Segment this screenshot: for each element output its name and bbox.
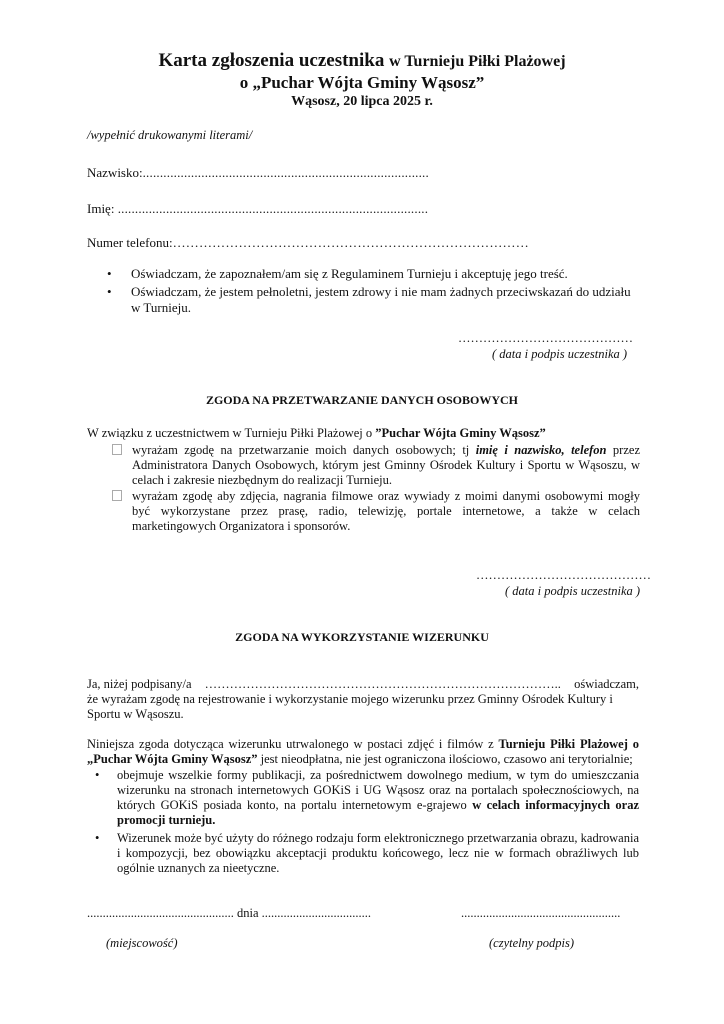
signature1-dots: …………………………………… (458, 331, 633, 345)
declaration-item: • Oświadczam, że jestem pełnoletni, jestem zdrowy i nie mam żadnych przeciwskazań do udziału w Turnieju. (107, 284, 631, 315)
bullet-icon: • (107, 266, 112, 281)
instruction-text: /wypełnić drukowanymi literami/ (87, 128, 253, 142)
event-date: Wąsosz, 20 lipca 2025 r. (291, 94, 433, 109)
surname-label: Nazwisko: (87, 165, 143, 180)
firstname-field[interactable] (87, 201, 428, 217)
signature2-label: ( data i podpis uczestnika ) (505, 584, 641, 598)
place-date-line (87, 906, 371, 921)
page-subtitle: o „Puchar Wójta Gminy Wąsosz” (239, 73, 485, 92)
image-consent-list (95, 768, 640, 878)
declarations-list (107, 266, 641, 318)
list-item: • obejmuje wszelkie formy publikacji, za pośrednictwem dowolnego medium, w tym do umieszczania wizerunku na stronach internetowych GOKiS i UG Wąsosz oraz na portalach społecznościowych, na których GOKiS posiada konto, na portalu internetowym e-grajewo w celach informacyjnych oraz promocji turnieju. (95, 768, 640, 827)
page-title: Karta zgłoszenia uczestnika w Turnieju Piłki Plażowej (158, 50, 566, 71)
firstname-dots: .......................................................................................... (117, 201, 429, 216)
phone-label: Numer telefonu: (87, 235, 173, 250)
checkbox-icon[interactable] (112, 490, 122, 501)
surname-field[interactable] (87, 165, 429, 181)
data-consent-heading: ZGODA NA PRZETWARZANIE DANYCH OSOBOWYCH (205, 393, 519, 407)
phone-dots: ……………………………………………………………………… (172, 235, 529, 250)
image-consent-statement: Ja, niżej podpisany/a ………………………………………………………………………….. oświadczam, że wyrażam zgodę na rejestrowanie i wykorzystanie mojego wizerunku przez Gminny Ośrodek Kultury i Sportu w Wąsoszu. (87, 677, 639, 721)
place-dots: ............................................... (87, 906, 234, 920)
declaration-item: • Oświadczam, że zapoznałem/am się z Regulaminem Turnieju i akceptuję jego treść. (107, 266, 568, 281)
signature1-label: ( data i podpis uczestnika ) (492, 347, 628, 361)
phone-field[interactable] (87, 235, 529, 251)
image-consent-heading: ZGODA NA WYKORZYSTANIE WIZERUNKU (235, 630, 489, 644)
bullet-icon: • (95, 831, 100, 845)
image-consent-paragraph: Niniejsza zgoda dotycząca wizerunku utrwalonego w postaci zdjęć i filmów z Turnieju Piłki Plażowej o „Puchar Wójta Gminy Wąsosz” jest nieodpłatna, nie jest ograniczona ilościowo, czasowo ani terytorialnie; (87, 737, 639, 766)
sign-dots: ................................................... (461, 906, 621, 920)
data-consent-intro: W związku z uczestnictwem w Turnieju Piłki Plażowej o ”Puchar Wójta Gminy Wąsosz” (87, 426, 546, 440)
firstname-label: Imię: (87, 201, 118, 216)
data-consent-option-1[interactable]: wyrażam zgodę na przetwarzanie moich danych osobowych; tj imię i nazwisko, telefon przez Administratora Danych Osobowych, którym jest Gminny Ośrodek Kultury i Sportu w Wąsoszu, w celach i zakresie niezbędnym do realizacji Turnieju. (132, 443, 640, 488)
checkbox-icon[interactable] (112, 444, 122, 455)
dnia-label: dnia (237, 906, 259, 920)
date-dots: ................................... (261, 906, 372, 920)
place-label: (miejscowość) (106, 936, 178, 950)
signature2-dots: …………………………………… (476, 568, 651, 582)
data-consent-option-2[interactable]: wyrażam zgodę aby zdjęcia, nagrania filmowe oraz wywiady z moimi danymi osobowymi mogły być wykorzystane przez prasę, radio, telewizję, portale internetowe, a także w celach marketingowych Organizatora i sponsorów. (132, 489, 640, 534)
list-item: • Wizerunek może być użyty do różnego rodzaju form elektronicznego przetwarzania obrazu, kadrowania i kompozycji, bez obowiązku akceptacji produktu końcowego, lecz nie w formach obraźliwych lub ogólnie uznanych za nieetyczne. (95, 831, 639, 875)
name-dots: ………………………………………………………………………….. (204, 677, 561, 691)
bullet-icon: • (107, 284, 112, 299)
surname-dots: ................................................................................... (142, 165, 429, 180)
bullet-icon: • (95, 768, 100, 782)
sign-label: (czytelny podpis) (489, 936, 575, 950)
